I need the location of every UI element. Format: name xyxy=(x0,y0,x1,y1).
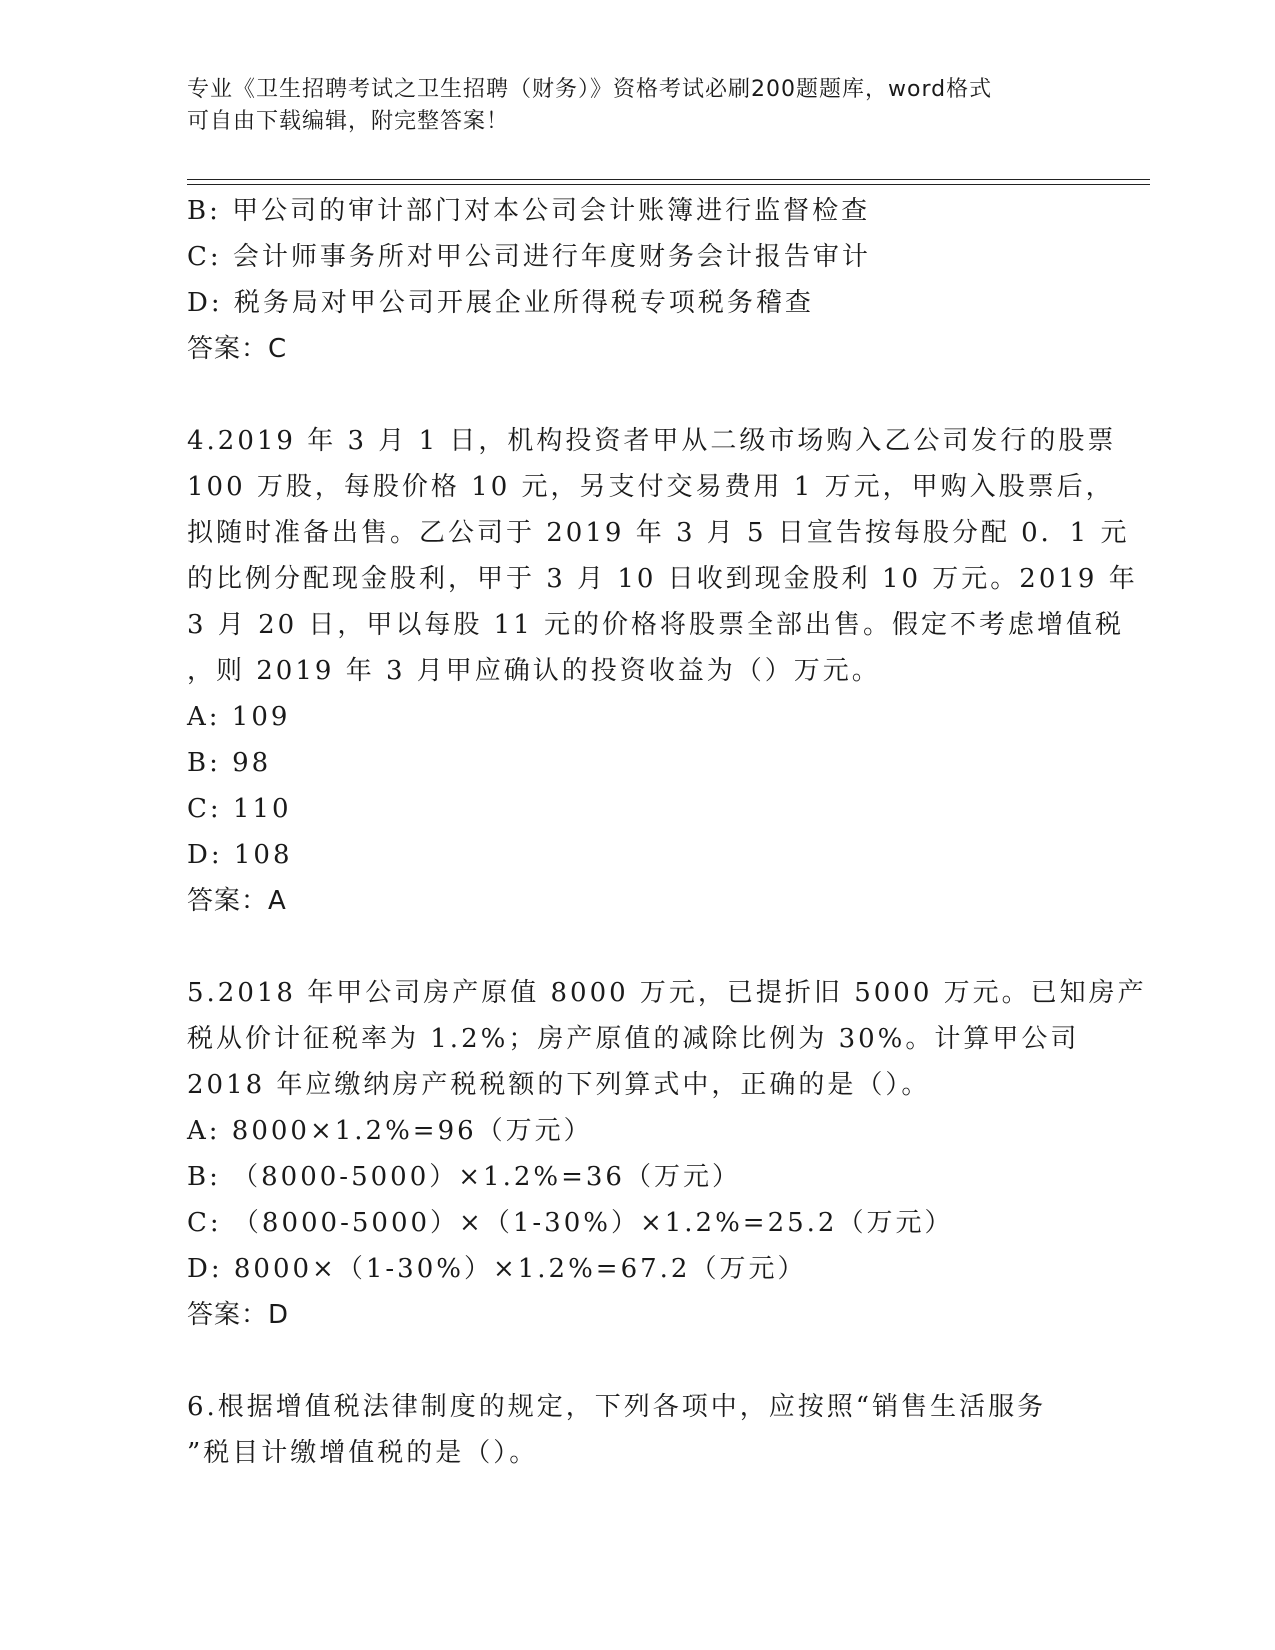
question-5 xyxy=(187,970,1147,1338)
document-body xyxy=(187,188,1147,1476)
question-stem-line: 3 月 20 日，甲以每股 11 元的价格将股票全部出售。假定不考虑增值税 xyxy=(187,610,1125,640)
question-stem-line: 2018 年应缴纳房产税税额的下列算式中，正确的是（）。 xyxy=(187,1070,931,1100)
option-a: A: 109 xyxy=(187,702,291,732)
question-stem-line: ”税目计缴增值税的是（）。 xyxy=(187,1438,539,1468)
header-line-2: 可自由下载编辑，附完整答案！ xyxy=(187,109,510,134)
answer: 答案：C xyxy=(187,334,288,364)
document-header xyxy=(187,74,1087,138)
question-stem-line: 税从价计征税率为 1.2%；房产原值的减除比例为 30%。计算甲公司 xyxy=(187,1024,1080,1054)
option-d: D: 税务局对甲公司开展企业所得税专项税务稽查 xyxy=(187,288,814,318)
option-c: C: （8000-5000）×（1-30%）×1.2%=25.2（万元） xyxy=(187,1208,954,1238)
question-stem-line: 4.2019 年 3 月 1 日，机构投资者甲从二级市场购入乙公司发行的股票 xyxy=(187,426,1117,456)
option-d: D: 108 xyxy=(187,840,293,870)
option-b: B: 甲公司的审计部门对本公司会计账簿进行监督检查 xyxy=(187,196,871,226)
answer: 答案：D xyxy=(187,1300,290,1330)
answer: 答案：A xyxy=(187,886,287,916)
question-stem-line: 拟随时准备出售。乙公司于 2019 年 3 月 5 日宣告按每股分配 0．1 元 xyxy=(187,518,1130,548)
question-3 xyxy=(187,188,1087,372)
header-divider-bottom xyxy=(187,184,1150,185)
question-stem-line: 的比例分配现金股利，甲于 3 月 10 日收到现金股利 10 万元。2019 年 xyxy=(187,564,1138,594)
option-c: C: 110 xyxy=(187,794,292,824)
header-divider-top xyxy=(187,179,1150,180)
question-stem-line: 100 万股，每股价格 10 元，另支付交易费用 1 万元，甲购入股票后， xyxy=(187,472,1115,502)
question-stem-line: ，则 2019 年 3 月甲应确认的投资收益为（）万元。 xyxy=(187,656,881,686)
question-4 xyxy=(187,418,1138,924)
header-line-1: 专业《卫生招聘考试之卫生招聘（财务）》资格考试必刷200题题库，word格式 xyxy=(187,77,993,102)
question-6 xyxy=(187,1384,1087,1476)
option-d: D: 8000×（1-30%）×1.2%=67.2（万元） xyxy=(187,1254,807,1284)
question-stem-line: 6.根据增值税法律制度的规定，下列各项中，应按照“销售生活服务 xyxy=(187,1392,1047,1422)
option-b: B: （8000-5000）×1.2%=36（万元） xyxy=(187,1162,741,1192)
option-c: C: 会计师事务所对甲公司进行年度财务会计报告审计 xyxy=(187,242,871,272)
option-b: B: 98 xyxy=(187,748,272,778)
question-stem-line: 5.2018 年甲公司房产原值 8000 万元，已提折旧 5000 万元。已知房产 xyxy=(187,978,1147,1008)
option-a: A: 8000×1.2%=96（万元） xyxy=(187,1116,593,1146)
